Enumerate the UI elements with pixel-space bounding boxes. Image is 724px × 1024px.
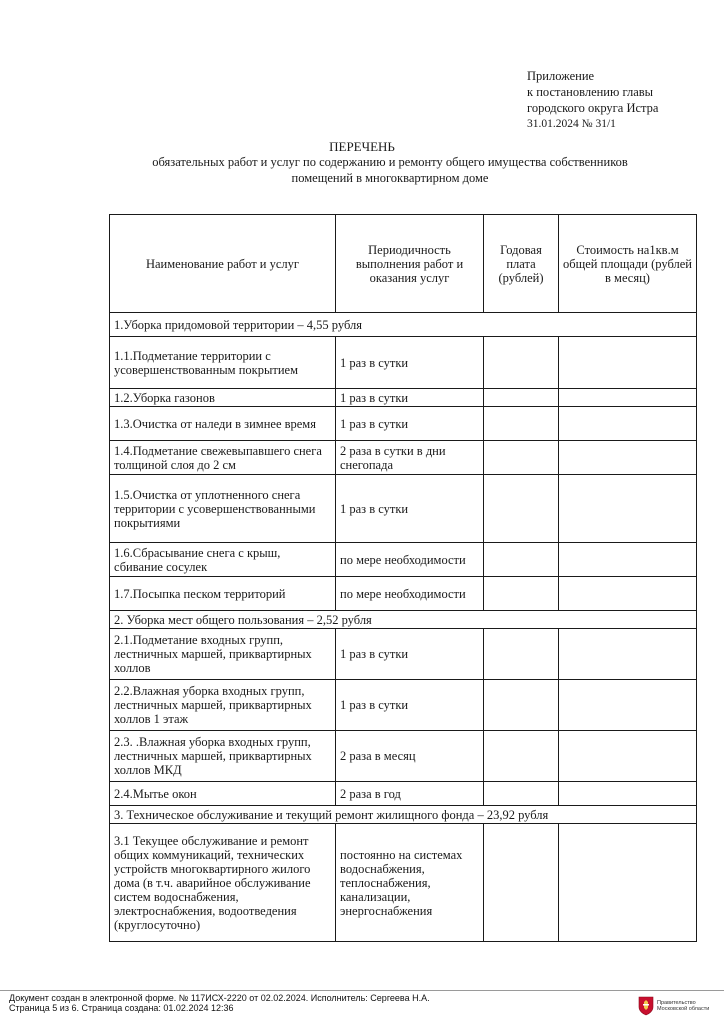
table-row bbox=[110, 337, 697, 389]
work-name-cell: 2.3. .Влажная уборка входных групп, лестничных маршей, приквартирных холлов МКД bbox=[110, 731, 336, 782]
period-cell: по мере необходимости bbox=[336, 543, 484, 577]
appendix-date: 31.01.2024 № 31/1 bbox=[527, 118, 616, 130]
work-name-cell: 1.5.Очистка от уплотненного снега территории с усовершенствованными покрытиями bbox=[110, 475, 336, 543]
table-row bbox=[110, 475, 697, 543]
period-cell: 2 раза в год bbox=[336, 782, 484, 806]
work-name-cell: 3.1 Текущее обслуживание и ремонт общих коммуникаций, технических устройств многоквартирного жилого дома (в т.ч. аварийное обслуживание систем водоснабжения, электроснабжения, водоотведения (круглосуточно) bbox=[110, 824, 336, 942]
section-row bbox=[110, 313, 697, 337]
section-row bbox=[110, 611, 697, 629]
table-row bbox=[110, 389, 697, 407]
subtitle-line-2: помещений в многоквартирном доме bbox=[291, 171, 489, 185]
cost-per-sqm-cell bbox=[559, 731, 697, 782]
cost-per-sqm-cell bbox=[559, 782, 697, 806]
period-cell: постоянно на системах водоснабжения, теплоснабжения, канализации, энергоснабжения bbox=[336, 824, 484, 942]
work-name-cell: 2.1.Подметание входных групп, лестничных маршей, приквартирных холлов bbox=[110, 629, 336, 680]
table-body bbox=[110, 313, 697, 942]
footer-line-2: Страница 5 из 6. Страница создана: 01.02.2024 12:36 bbox=[9, 1003, 234, 1013]
appendix-line-1: Приложение bbox=[527, 69, 595, 83]
header-cost-per-sqm: Стоимость на1кв.м общей площади (рублей в месяц) bbox=[559, 215, 697, 313]
annual-fee-cell bbox=[484, 407, 559, 441]
logo-text-line-1: Правительство bbox=[657, 1000, 696, 1006]
period-cell: 2 раза в месяц bbox=[336, 731, 484, 782]
annual-fee-cell bbox=[484, 680, 559, 731]
work-name-cell: 1.4.Подметание свежевыпавшего снега толщиной слоя до 2 см bbox=[110, 441, 336, 475]
appendix-line-2: к постановлению главы bbox=[527, 85, 654, 99]
footer-logo-text bbox=[657, 1000, 709, 1012]
moscow-region-coat-of-arms-icon bbox=[638, 996, 654, 1016]
cost-per-sqm-cell bbox=[559, 389, 697, 407]
cost-per-sqm-cell bbox=[559, 680, 697, 731]
period-cell: 1 раз в сутки bbox=[336, 629, 484, 680]
annual-fee-cell bbox=[484, 782, 559, 806]
work-name-cell: 1.1.Подметание территории с усовершенствованным покрытием bbox=[110, 337, 336, 389]
period-cell: 1 раз в сутки bbox=[336, 337, 484, 389]
period-cell: 1 раз в сутки bbox=[336, 389, 484, 407]
work-name-cell: 1.6.Сбрасывание снега с крыш, сбивание сосулек bbox=[110, 543, 336, 577]
header-period: Периодичность выполнения работ и оказания услуг bbox=[336, 215, 484, 313]
table-row bbox=[110, 824, 697, 942]
annual-fee-cell bbox=[484, 731, 559, 782]
header-name: Наименование работ и услуг bbox=[110, 215, 336, 313]
logo-text-line-2: Московской области bbox=[657, 1006, 710, 1012]
annual-fee-cell bbox=[484, 337, 559, 389]
footer-divider bbox=[0, 990, 724, 991]
table-row bbox=[110, 407, 697, 441]
cost-per-sqm-cell bbox=[559, 577, 697, 611]
annual-fee-cell bbox=[484, 475, 559, 543]
period-cell: 2 раза в сутки в дни снегопада bbox=[336, 441, 484, 475]
section-row bbox=[110, 806, 697, 824]
cost-per-sqm-cell bbox=[559, 543, 697, 577]
table-row bbox=[110, 731, 697, 782]
cost-per-sqm-cell bbox=[559, 824, 697, 942]
section-title: 3. Техническое обслуживание и текущий ремонт жилищного фонда – 23,92 рубля bbox=[110, 806, 697, 824]
work-name-cell: 1.7.Посыпка песком территорий bbox=[110, 577, 336, 611]
annual-fee-cell bbox=[484, 389, 559, 407]
footer-line-1: Документ создан в электронной форме. № 117ИСХ-2220 от 02.02.2024. Исполнитель: Сергеева Н.А. bbox=[9, 993, 430, 1003]
appendix-line-3: городского округа Истра bbox=[527, 101, 659, 115]
period-cell: 1 раз в сутки bbox=[336, 475, 484, 543]
cost-per-sqm-cell bbox=[559, 407, 697, 441]
footer-logo bbox=[638, 995, 718, 1017]
annual-fee-cell bbox=[484, 543, 559, 577]
document-title: ПЕРЕЧЕНЬ bbox=[329, 139, 395, 154]
annual-fee-cell bbox=[484, 441, 559, 475]
table-row bbox=[110, 680, 697, 731]
subtitle-line-1: обязательных работ и услуг по содержанию и ремонту общего имущества собственников bbox=[152, 155, 628, 169]
section-title: 2. Уборка мест общего пользования – 2,52 рубля bbox=[110, 611, 697, 629]
work-name-cell: 1.3.Очистка от наледи в зимнее время bbox=[110, 407, 336, 441]
footer-info bbox=[9, 993, 430, 1013]
table-header-row bbox=[110, 215, 697, 313]
section-title: 1.Уборка придомовой территории – 4,55 рубля bbox=[110, 313, 697, 337]
work-name-cell: 1.2.Уборка газонов bbox=[110, 389, 336, 407]
period-cell: 1 раз в сутки bbox=[336, 407, 484, 441]
annual-fee-cell bbox=[484, 629, 559, 680]
work-name-cell: 2.2.Влажная уборка входных групп, лестничных маршей, приквартирных холлов 1 этаж bbox=[110, 680, 336, 731]
document-subtitle bbox=[100, 154, 680, 186]
annual-fee-cell bbox=[484, 824, 559, 942]
works-table bbox=[109, 214, 697, 942]
header-annual-fee: Годовая плата (рублей) bbox=[484, 215, 559, 313]
annual-fee-cell bbox=[484, 577, 559, 611]
table-row bbox=[110, 782, 697, 806]
work-name-cell: 2.4.Мытье окон bbox=[110, 782, 336, 806]
table-row bbox=[110, 441, 697, 475]
cost-per-sqm-cell bbox=[559, 441, 697, 475]
cost-per-sqm-cell bbox=[559, 475, 697, 543]
period-cell: 1 раз в сутки bbox=[336, 680, 484, 731]
appendix-block bbox=[527, 68, 717, 132]
table-row bbox=[110, 543, 697, 577]
table-row bbox=[110, 629, 697, 680]
table-row bbox=[110, 577, 697, 611]
cost-per-sqm-cell bbox=[559, 337, 697, 389]
period-cell: по мере необходимости bbox=[336, 577, 484, 611]
cost-per-sqm-cell bbox=[559, 629, 697, 680]
